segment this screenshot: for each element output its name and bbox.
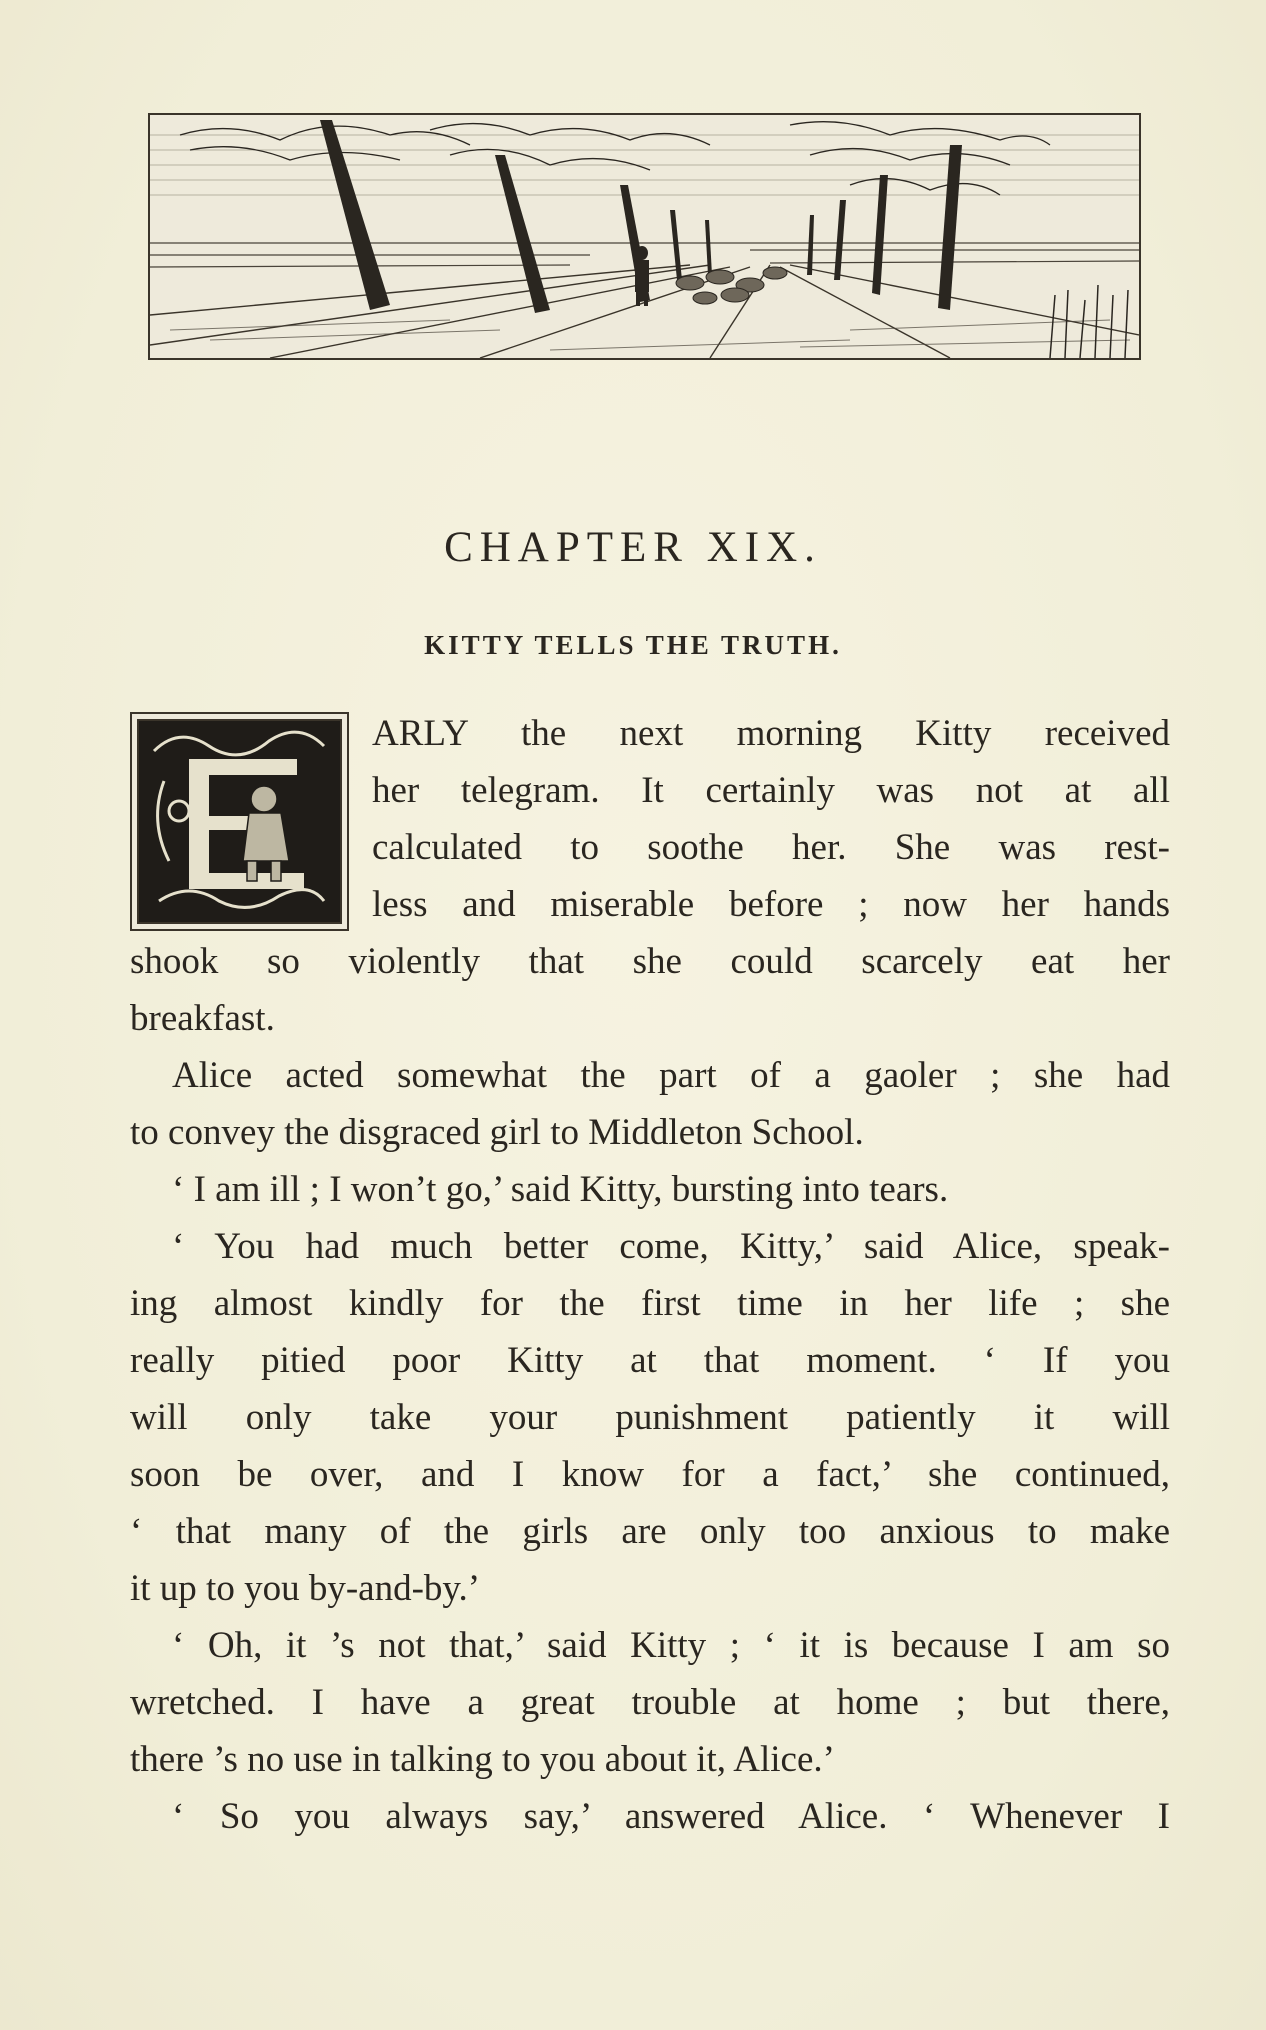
text-line: ‘ I am ill ; I won’t go,’ said Kitty, bursting into tears. <box>172 1169 949 1210</box>
text-line: ‘ that many of the girls are only too anxious to make <box>130 1511 1170 1552</box>
text-line: ARLY the next morning Kitty received <box>372 713 1170 754</box>
text-line: ‘ So you always say,’ answered Alice. ‘ Whenever I <box>172 1796 1170 1837</box>
text-line: ‘ Oh, it ’s not that,’ said Kitty ; ‘ it is because I am so <box>172 1625 1170 1666</box>
text-line: will only take your punishment patiently it will <box>130 1397 1170 1438</box>
text-line: it up to you by-and-by.’ <box>130 1568 481 1609</box>
text-line: really pitied poor Kitty at that moment. ‘ If you <box>130 1340 1170 1381</box>
text-line: wretched. I have a great trouble at home ; but there, <box>130 1682 1170 1723</box>
body-text <box>130 705 1170 1845</box>
text-line: there ’s no use in talking to you about it, Alice.’ <box>130 1739 835 1780</box>
chapter-subtitle: KITTY TELLS THE TRUTH. <box>424 630 842 660</box>
landscape-engraving-icon <box>148 113 1141 360</box>
text-line: breakfast. <box>130 998 275 1039</box>
text-line: less and miserable before ; now her hands <box>372 884 1170 925</box>
text-line: to convey the disgraced girl to Middleton School. <box>130 1112 864 1153</box>
text-line: Alice acted somewhat the part of a gaoler ; she had <box>172 1055 1170 1096</box>
text-line: soon be over, and I know for a fact,’ she continued, <box>130 1454 1170 1495</box>
text-line: calculated to soothe her. She was rest- <box>372 827 1170 868</box>
text-line: shook so violently that she could scarcely eat her <box>130 941 1170 982</box>
chapter-title: CHAPTER XIX. <box>444 524 822 571</box>
text-line: ‘ You had much better come, Kitty,’ said Alice, speak- <box>172 1226 1170 1267</box>
text-line: her telegram. It certainly was not at all <box>372 770 1170 811</box>
text-line: ing almost kindly for the first time in her life ; she <box>130 1283 1170 1324</box>
